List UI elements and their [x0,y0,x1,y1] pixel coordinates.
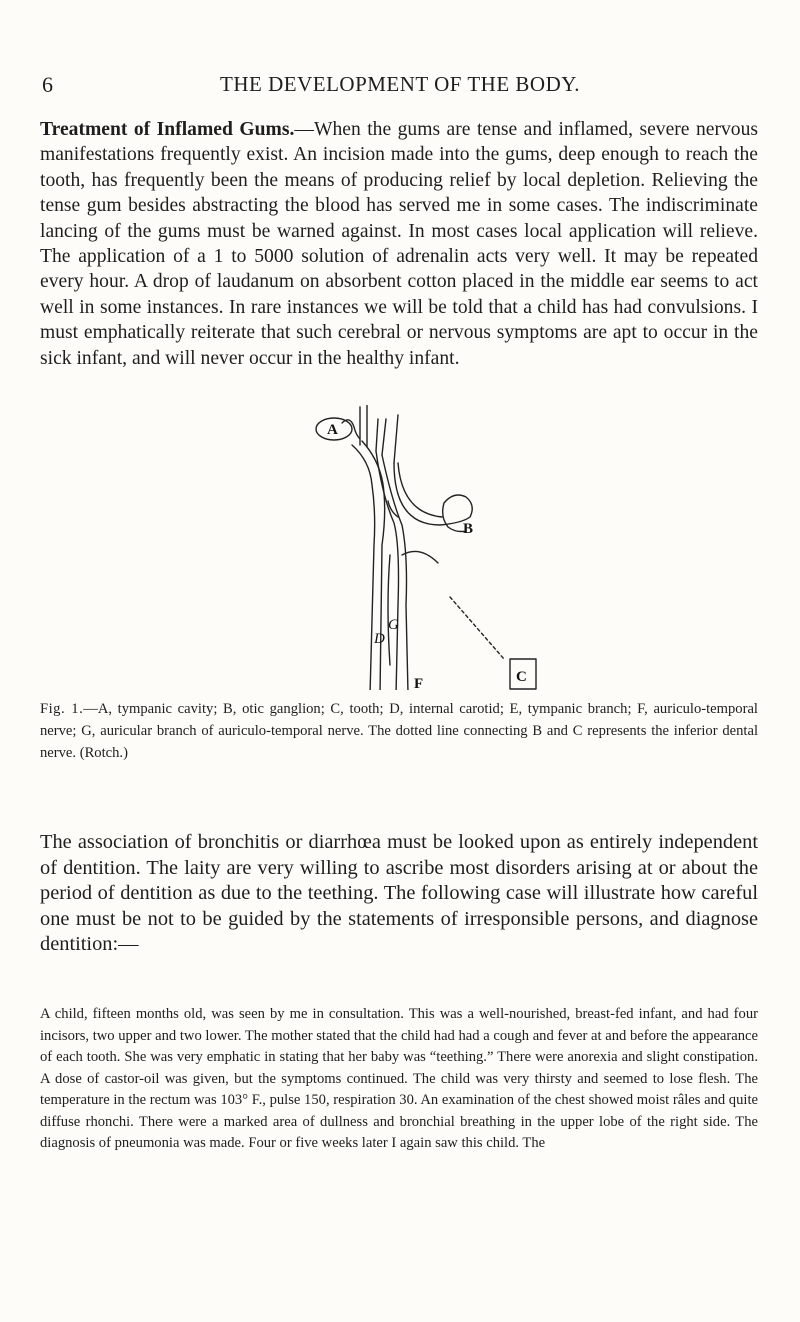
tympanic-branch [342,420,360,439]
page-header [40,72,760,102]
nerve-diagram [290,405,590,690]
section-heading: Treatment of Inflamed Gums. [40,119,295,140]
figure-label: Fig. 1. [40,701,84,717]
otic-ganglion-loop [394,463,472,532]
label-d: D [374,631,385,647]
label-b: B [463,521,474,537]
running-title: THE DEVELOPMENT OF THE BODY. [220,72,580,96]
paragraph-body: —When the gums are tense and inflamed, severe nervous manifestations frequently exist. An incision made into the gums, deep enough to reach the tooth, has frequently been the means of producing relief by local depletion. Relieving the tense gum besides abstracting the blood has served me in some cases. The indiscriminate lancing of the gums must be warned against. In most cases local application will relieve. The application of a 1 to 5000 solution of adrenalin acts very well. It may be repeated every hour. A drop of laudanum on absorbent cotton placed in the middle ear seems to act well in some instances. In rare instances we will be told that a child has had convulsions. I must emphatically reiterate that such cerebral or nervous symptoms are apt to occur in the sick infant, and will never occur in the healthy infant. [40,119,759,369]
auriculo-temporal-nerve-1 [376,451,399,690]
nerve-curve-f [402,551,438,563]
paragraph-treatment-inflamed-gums [40,117,758,371]
nerve-curve-lower [388,555,390,665]
nerve-stem-3 [376,419,378,451]
nerve-stem-5 [394,415,398,463]
inferior-dental-nerve [450,597,504,659]
internal-carotid-left [352,445,375,690]
paragraph-case-study: A child, fifteen months old, was seen by me in consultation. This was a well-nourished, breast-fed infant, and had four incisors, two upper and two lower. The mother stated that the child had had a cough and fever at and before the appearance of each tooth. She was very emphatic in stating that her baby was “teething.” There were anorexia and slight constipation. A dose of castor-oil was given, but the symptoms continued. The child was very thirsty and seemed to lose flesh. The temperature in the rectum was 103° F., pulse 150, respiration 30. An examination of the chest showed moist râles and quite diffuse rhonchi. There were a marked area of dullness and bronchial breathing in the upper lobe of the right side. The diagnosis of pneumonia was made. Four or five weeks later I again saw this child. The [40,1006,758,1151]
figure-caption [40,698,758,764]
paragraph-bronchitis-dentition: The association of bronchitis or diarrhœa must be looked upon as entirely independent of dentition. The laity are very willing to ascribe most disorders arising at or about the period of dentition as due to the teething. The following case will illustrate how careful one must be not to be guided by the statements of irresponsible persons, and diagnose dentition:— [40,831,758,956]
label-a: A [327,422,338,438]
nerve-diagram-figure [290,405,590,690]
label-g: G [388,617,399,633]
label-c: C [516,669,527,685]
figure-caption-text: —A, tympanic cavity; B, otic ganglion; C, tooth; D, internal carotid; E, tympanic branch; F, auriculo-temporal nerve; G, auricular branch of auriculo-temporal nerve. The dotted line connecting B and C represents the inferior dental nerve. (Rotch.) [40,701,758,761]
label-f: F [414,676,424,690]
page-number: 6 [42,72,53,97]
nerve-stem-4 [382,419,386,455]
